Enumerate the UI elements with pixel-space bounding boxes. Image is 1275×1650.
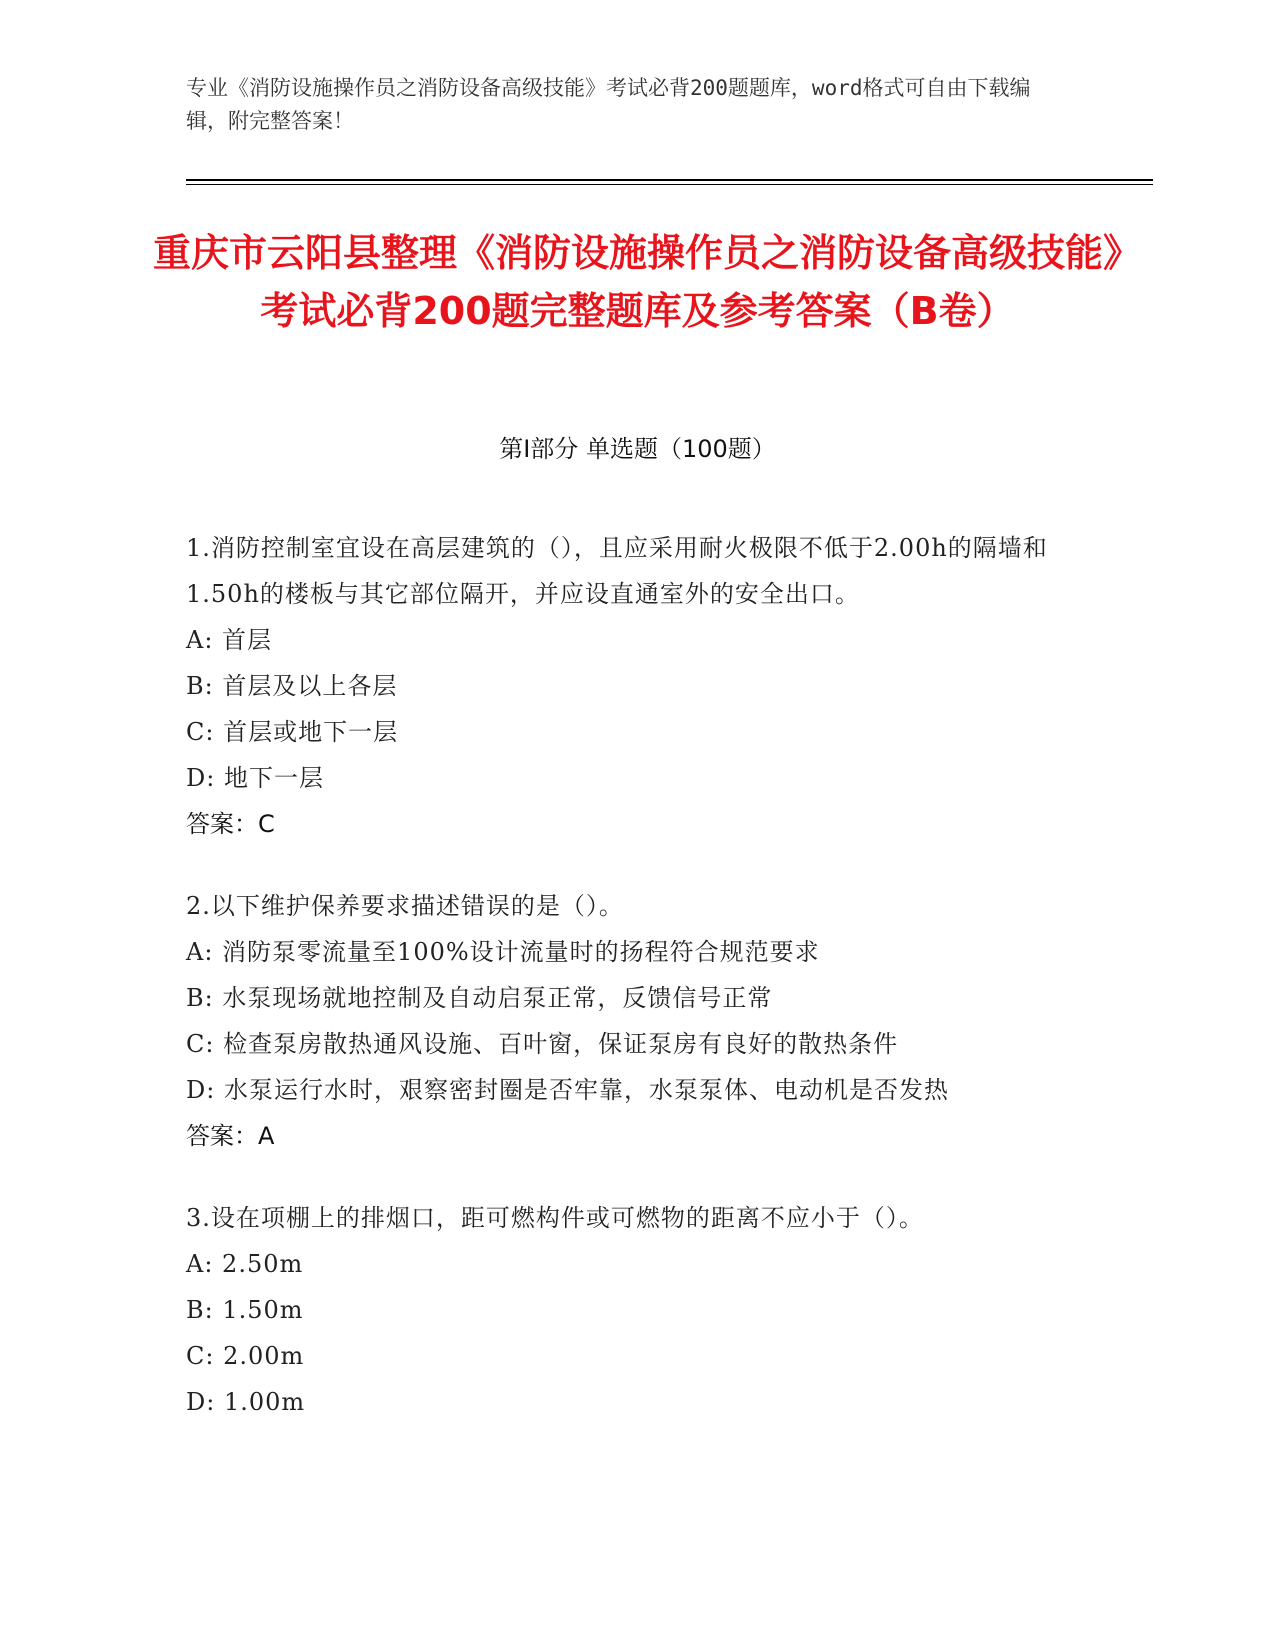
header-divider-thick: [186, 179, 1153, 181]
option-c: C: 检查泵房散热通风设施、百叶窗，保证泵房有良好的散热条件: [186, 1030, 899, 1058]
option-b: B: 1.50m: [186, 1296, 304, 1324]
option-a: A: 消防泵零流量至100%设计流量时的扬程符合规范要求: [186, 938, 820, 966]
header-note: 专业《消防设施操作员之消防设备高级技能》考试必背200题题库，word格式可自由下载编辑，附完整答案！: [186, 76, 1031, 133]
question-list: [186, 525, 1086, 1461]
option-c: C: 2.00m: [186, 1342, 305, 1370]
question-stem: 2.以下维护保养要求描述错误的是（）。: [186, 892, 624, 920]
option-a: A: 2.50m: [186, 1250, 304, 1278]
answer: 答案：A: [186, 1122, 275, 1150]
question-1: [186, 525, 1086, 847]
question-stem: 1.消防控制室宜设在高层建筑的（），且应采用耐火极限不低于2.00h的隔墙和1.50h的楼板与其它部位隔开，并应设直通室外的安全出口。: [186, 534, 1048, 608]
question-3: [186, 1195, 1086, 1425]
answer: 答案：C: [186, 810, 275, 838]
option-b: B: 水泵现场就地控制及自动启泵正常，反馈信号正常: [186, 984, 773, 1012]
option-d: D: 1.00m: [186, 1388, 306, 1416]
section-title: 第I部分 单选题（100题）: [499, 435, 776, 463]
header-divider-thin: [186, 184, 1153, 185]
option-d: D: 水泵运行水时，艰察密封圈是否牢靠，水泵泵体、电动机是否发热: [186, 1076, 949, 1104]
document-title: 重庆市云阳县整理《消防设施操作员之消防设备高级技能》考试必背200题完整题库及参考答案（B卷）: [152, 231, 1122, 333]
option-c: C: 首层或地下一层: [186, 718, 399, 746]
option-a: A: 首层: [186, 626, 273, 654]
option-b: B: 首层及以上各层: [186, 672, 398, 700]
question-2: [186, 883, 1086, 1159]
option-d: D: 地下一层: [186, 764, 324, 792]
question-stem: 3.设在项棚上的排烟口，距可燃构件或可燃物的距离不应小于（）。: [186, 1204, 924, 1232]
